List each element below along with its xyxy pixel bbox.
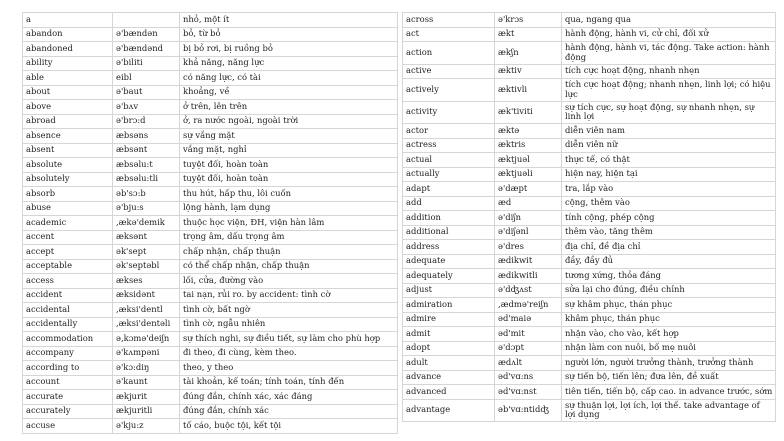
vocab-row (403, 13, 776, 28)
vocab-row (23, 172, 398, 187)
meaning-cell: thực tế, có thật (562, 153, 776, 168)
vocab-row (23, 56, 398, 71)
vocab-row (403, 196, 776, 211)
ipa-cell: æktris (495, 138, 562, 153)
word-cell: able (23, 71, 113, 86)
meaning-cell: thu hút, hấp thu, lôi cuốn (180, 187, 398, 202)
vocab-row (23, 100, 398, 115)
meaning-cell: đúng đắn, chính xác, xác đáng (180, 390, 398, 405)
vocab-row (23, 114, 398, 129)
vocab-row (23, 288, 398, 303)
word-cell: admire (403, 312, 495, 327)
word-cell: accuse (23, 419, 113, 434)
ipa-cell: æbsəlu:tli (113, 172, 180, 187)
meaning-cell: nhỏ, một ít (180, 13, 398, 28)
word-cell: accommodation (23, 332, 113, 347)
word-cell: addition (403, 211, 495, 226)
ipa-cell: æktə (495, 124, 562, 139)
vocab-row (403, 269, 776, 284)
word-cell: according to (23, 361, 113, 376)
vocab-row (403, 312, 776, 327)
meaning-cell: tương xứng, thỏa đáng (562, 269, 776, 284)
ipa-cell: ædʌlt (495, 356, 562, 371)
vocab-row (403, 42, 776, 65)
word-cell: access (23, 274, 113, 289)
word-cell: adult (403, 356, 495, 371)
meaning-cell: tuyệt đối, hoàn toàn (180, 172, 398, 187)
meaning-cell: người lớn, người trưởng thành, trưởng thành (562, 356, 776, 371)
ipa-cell: æktjuəli (495, 167, 562, 182)
ipa-cell: ædikwit (495, 254, 562, 269)
ipa-cell: ə'dres (495, 240, 562, 255)
vocab-row (23, 317, 398, 332)
meaning-cell: khả năng, năng lực (180, 56, 398, 71)
vocab-row (403, 167, 776, 182)
word-cell: abandoned (23, 42, 113, 57)
ipa-cell: ə'kaunt (113, 375, 180, 390)
ipa-cell: ə'biliti (113, 56, 180, 71)
vocab-row (23, 230, 398, 245)
vocab-row (23, 346, 398, 361)
vocab-row (403, 341, 776, 356)
vocab-row (23, 187, 398, 202)
vocab-row (403, 153, 776, 168)
meaning-cell: qua, ngang qua (562, 13, 776, 28)
word-cell: absent (23, 143, 113, 158)
word-cell: absorb (23, 187, 113, 202)
vocab-row (403, 79, 776, 102)
meaning-cell: sự tiến bộ, tiến lên; đưa lên, đề xuất (562, 370, 776, 385)
word-cell: add (403, 196, 495, 211)
vocab-row (403, 298, 776, 313)
word-cell: acceptable (23, 259, 113, 274)
word-cell: active (403, 64, 495, 79)
vocab-row (23, 390, 398, 405)
ipa-cell: ə,kɔmə'deiʃn (113, 332, 180, 347)
meaning-cell: diễn viên nam (562, 124, 776, 139)
vocab-row (403, 138, 776, 153)
meaning-cell: có thể chấp nhận, chấp thuận (180, 259, 398, 274)
meaning-cell: thuộc học viện, ĐH, viện hàn lâm (180, 216, 398, 231)
word-cell: admit (403, 327, 495, 342)
word-cell: absence (23, 129, 113, 144)
vocab-row (23, 129, 398, 144)
meaning-cell: đúng đắn, chính xác (180, 404, 398, 419)
vocab-row (23, 404, 398, 419)
meaning-cell: hành động, hành vi, cử chỉ, đối xử (562, 27, 776, 42)
word-cell: activity (403, 101, 495, 124)
meaning-cell: theo, y theo (180, 361, 398, 376)
ipa-cell: æksənt (113, 230, 180, 245)
ipa-cell: ə'brɔ:d (113, 114, 180, 129)
meaning-cell: diễn viên nữ (562, 138, 776, 153)
meaning-cell: tố cáo, buộc tội, kết tội (180, 419, 398, 434)
word-cell: absolutely (23, 172, 113, 187)
word-cell: actually (403, 167, 495, 182)
vocab-row (403, 64, 776, 79)
word-cell: accident (23, 288, 113, 303)
meaning-cell: lối, cửa, đường vào (180, 274, 398, 289)
ipa-cell: ækt (495, 27, 562, 42)
meaning-cell: sự tích cực, sự hoạt động, sự nhanh nhẹn, sự linh lợi (562, 101, 776, 124)
ipa-cell: ə'bændən (113, 27, 180, 42)
meaning-cell: nhận vào, cho vào, kết hợp (562, 327, 776, 342)
meaning-cell: tích cực hoạt động, nhanh nhẹn (562, 64, 776, 79)
meaning-cell: tính cộng, phép cộng (562, 211, 776, 226)
vocab-row (23, 419, 398, 434)
ipa-cell: æktiv (495, 64, 562, 79)
vocab-table-right (402, 12, 776, 422)
meaning-cell: tra, lắp vào (562, 182, 776, 197)
word-cell: accurate (23, 390, 113, 405)
ipa-cell: ə'dæpt (495, 182, 562, 197)
ipa-cell: ə'bʌv (113, 100, 180, 115)
ipa-cell: ə'dʤʌst (495, 283, 562, 298)
ipa-cell: əd'maiə (495, 312, 562, 327)
meaning-cell: chấp nhận, chấp thuận (180, 245, 398, 260)
ipa-cell: əb'vɑ:ntidʤ (495, 399, 562, 422)
word-cell: adopt (403, 341, 495, 356)
vocab-row (23, 158, 398, 173)
word-cell: act (403, 27, 495, 42)
meaning-cell: đi theo, đi cùng, kèm theo. (180, 346, 398, 361)
ipa-cell: ə'baut (113, 85, 180, 100)
ipa-cell: æbsənt (113, 143, 180, 158)
word-cell: actively (403, 79, 495, 102)
meaning-cell: thêm vào, tăng thêm (562, 225, 776, 240)
word-cell: about (23, 85, 113, 100)
word-cell: ability (23, 56, 113, 71)
ipa-cell: ə'kʌmpəni (113, 346, 180, 361)
meaning-cell: trọng âm, dấu trọng âm (180, 230, 398, 245)
ipa-cell: ə'kɔ:diŋ (113, 361, 180, 376)
word-cell: action (403, 42, 495, 65)
ipa-cell: ə'krɔs (495, 13, 562, 28)
ipa-cell: ækjuritli (113, 404, 180, 419)
meaning-cell: khâm phục, thán phục (562, 312, 776, 327)
meaning-cell: sự thích nghi, sự điều tiết, sự làm cho phù hợp (180, 332, 398, 347)
word-cell: admiration (403, 298, 495, 313)
meaning-cell: ở, ra nước ngoài, ngoài trời (180, 114, 398, 129)
ipa-cell: ə'diʃənl (495, 225, 562, 240)
meaning-cell: bỏ, từ bỏ (180, 27, 398, 42)
meaning-cell: cộng, thêm vào (562, 196, 776, 211)
ipa-cell: ə'kju:z (113, 419, 180, 434)
word-cell: actual (403, 153, 495, 168)
word-cell: accidental (23, 303, 113, 318)
ipa-cell: eibl (113, 71, 180, 86)
word-cell: actress (403, 138, 495, 153)
ipa-cell: ,æksi'dentl (113, 303, 180, 318)
word-cell: accent (23, 230, 113, 245)
ipa-cell: əb'sɔ:b (113, 187, 180, 202)
word-cell: account (23, 375, 113, 390)
meaning-cell: vắng mặt, nghỉ (180, 143, 398, 158)
word-cell: adjust (403, 283, 495, 298)
vocab-row (23, 42, 398, 57)
ipa-cell: æbsəns (113, 129, 180, 144)
vocab-row (403, 124, 776, 139)
word-cell: accept (23, 245, 113, 260)
word-cell: abandon (23, 27, 113, 42)
meaning-cell: tích cực hoạt động; nhanh nhẹn, linh lợi; có hiệu lực (562, 79, 776, 102)
vocab-row (23, 85, 398, 100)
vocab-row (23, 303, 398, 318)
vocab-row (403, 385, 776, 400)
vocab-row (23, 245, 398, 260)
word-cell: advanced (403, 385, 495, 400)
meaning-cell: có năng lực, có tài (180, 71, 398, 86)
vocab-row (403, 27, 776, 42)
ipa-cell: ək'sept (113, 245, 180, 260)
meaning-cell: nhận làm con nuôi, bố mẹ nuôi (562, 341, 776, 356)
word-cell: accurately (23, 404, 113, 419)
word-cell: adequately (403, 269, 495, 284)
vocab-row (23, 216, 398, 231)
vocab-row (23, 375, 398, 390)
vocab-row (23, 332, 398, 347)
word-cell: adequate (403, 254, 495, 269)
meaning-cell: bị bỏ rơi, bị ruồng bỏ (180, 42, 398, 57)
vocab-row (403, 254, 776, 269)
vocab-table-left (22, 12, 398, 434)
meaning-cell: hiện nay, hiện tại (562, 167, 776, 182)
ipa-cell: æd (495, 196, 562, 211)
word-cell: advance (403, 370, 495, 385)
ipa-cell: ækʃn (495, 42, 562, 65)
word-cell: academic (23, 216, 113, 231)
ipa-cell (113, 13, 180, 28)
meaning-cell: tài khoản, kế toán; tính toán, tính đến (180, 375, 398, 390)
meaning-cell: tuyệt đối, hoàn toàn (180, 158, 398, 173)
vocab-row (403, 356, 776, 371)
vocab-row (23, 259, 398, 274)
meaning-cell: đầy, đầy đủ (562, 254, 776, 269)
word-cell: above (23, 100, 113, 115)
meaning-cell: tình cờ, ngẫu nhiên (180, 317, 398, 332)
meaning-cell: sự thuận lợi, lợi ích, lợi thế. take advantage of lợi dụng (562, 399, 776, 422)
meaning-cell: sửa lại cho đúng, điều chỉnh (562, 283, 776, 298)
vocab-row (403, 399, 776, 422)
ipa-cell: æbsəlu:t (113, 158, 180, 173)
word-cell: actor (403, 124, 495, 139)
ipa-cell: ə'diʃn (495, 211, 562, 226)
ipa-cell: ækjurit (113, 390, 180, 405)
vocab-row (403, 101, 776, 124)
vocab-row (23, 13, 398, 28)
meaning-cell: ở trên, lên trên (180, 100, 398, 115)
ipa-cell: ,ækə'demik (113, 216, 180, 231)
word-cell: a (23, 13, 113, 28)
meaning-cell: sự vắng mặt (180, 129, 398, 144)
ipa-cell: æk'tiviti (495, 101, 562, 124)
word-cell: accidentally (23, 317, 113, 332)
meaning-cell: khoảng, về (180, 85, 398, 100)
ipa-cell: əd'vɑ:ns (495, 370, 562, 385)
word-cell: across (403, 13, 495, 28)
ipa-cell: æksidənt (113, 288, 180, 303)
word-cell: advantage (403, 399, 495, 422)
word-cell: address (403, 240, 495, 255)
word-cell: adapt (403, 182, 495, 197)
meaning-cell: lộng hành, lạm dụng (180, 201, 398, 216)
vocab-row (23, 71, 398, 86)
word-cell: abuse (23, 201, 113, 216)
vocab-row (403, 327, 776, 342)
meaning-cell: địa chỉ, đề địa chỉ (562, 240, 776, 255)
ipa-cell: æktivli (495, 79, 562, 102)
meaning-cell: tai nạn, rủi ro. by accident: tình cờ (180, 288, 398, 303)
ipa-cell: ək'septəbl (113, 259, 180, 274)
ipa-cell: ækses (113, 274, 180, 289)
meaning-cell: sự khâm phục, thán phục (562, 298, 776, 313)
ipa-cell: ə'bændənd (113, 42, 180, 57)
vocab-row (23, 361, 398, 376)
ipa-cell: æktjuəl (495, 153, 562, 168)
word-cell: abroad (23, 114, 113, 129)
vocab-row (403, 283, 776, 298)
vocab-row (403, 182, 776, 197)
meaning-cell: hành động, hành vi, tác động. Take action: hành động (562, 42, 776, 65)
meaning-cell: tình cờ, bất ngờ (180, 303, 398, 318)
word-cell: additional (403, 225, 495, 240)
vocab-row (403, 211, 776, 226)
ipa-cell: əd'mit (495, 327, 562, 342)
vocab-row (403, 225, 776, 240)
vocab-row (403, 370, 776, 385)
vocab-row (403, 240, 776, 255)
ipa-cell: ,ædmə'reiʃn (495, 298, 562, 313)
ipa-cell: ædikwitli (495, 269, 562, 284)
ipa-cell: ,æksi'dentəli (113, 317, 180, 332)
vocab-row (23, 143, 398, 158)
word-cell: absolute (23, 158, 113, 173)
vocab-row (23, 27, 398, 42)
vocab-row (23, 201, 398, 216)
word-cell: accompany (23, 346, 113, 361)
ipa-cell: ə'bju:s (113, 201, 180, 216)
vocab-row (23, 274, 398, 289)
ipa-cell: əd'vɑ:nst (495, 385, 562, 400)
meaning-cell: tiên tiến, tiến bộ, cấp cao. in advance trước, sớm (562, 385, 776, 400)
ipa-cell: ə'dɔpt (495, 341, 562, 356)
